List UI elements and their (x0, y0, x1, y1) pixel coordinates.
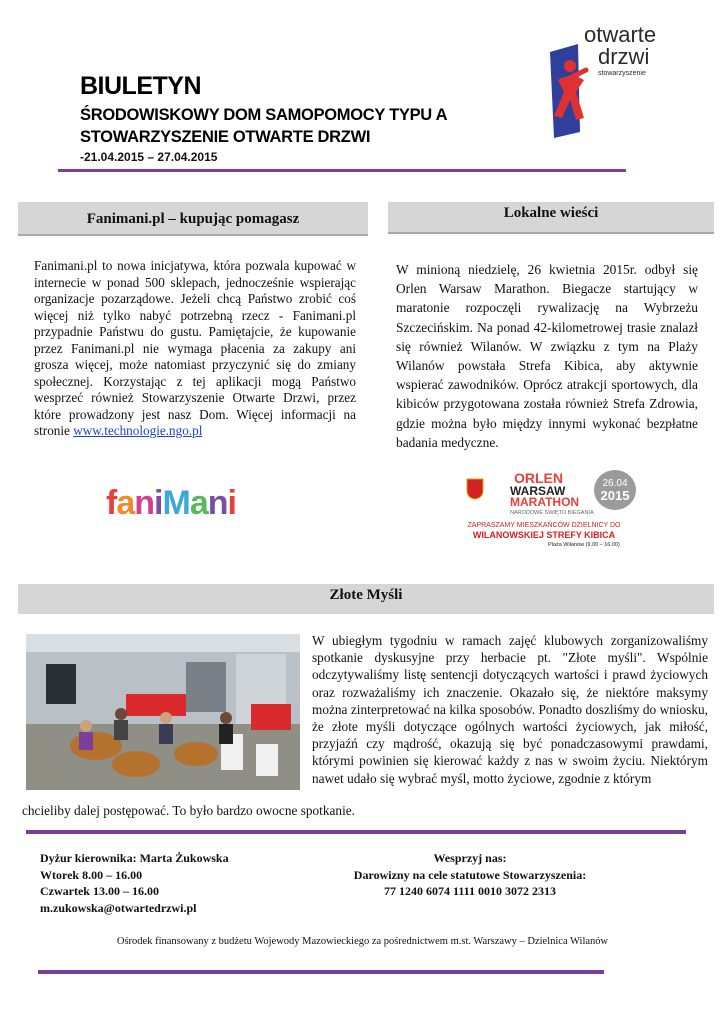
banner-place: Plaża Wilanów (9.00 – 16.00) (548, 542, 620, 548)
banner-date2: 2015 (600, 488, 630, 503)
banner-brand3: MARATHON (510, 495, 580, 509)
page-subtitle-1: ŚRODOWISKOWY DOM SAMOPOMOCY TYPU A (80, 106, 448, 124)
fanimani-body-text: Fanimani.pl to nowa inicjatywa, która pozwala kupować w internecie w ponad 500 sklepach, jednocześnie wspierając organizacje pozarządowe. Jeżeli chcą Państwo zrobić coś więcej niż tylko nabyć potrzebną rzecz - Fanimani.pl przypadnie Państwu do gustu. Pamiętajcie, że kupowanie przez Fanimani.pl nie wymaga płacenia za zakupy ani grosza więcej, może natomiast przyczynić się do zmiany społecznej. Korzystając z tej aplikacji mogą Państwo wesprzeć również Stowarzyszenie Otwarte Drzwi, przez które prowadzony jest nasz Dom. Więcej informacji na stronie (34, 258, 356, 438)
footer-funding-note: Ośrodek finansowany z budżetu Wojewody Mazowieckiego za pośrednictwem m.st. Warszawy – Dzielnica Wilanów (116, 936, 609, 947)
date-range: -21.04.2015 – 27.04.2015 (80, 150, 218, 164)
wilanow-crest-icon (466, 478, 484, 500)
banner-tagline: NARODOWE ŚWIĘTO BIEGANIA (510, 510, 594, 516)
technologie-link[interactable]: www.technologie.ngo.pl (73, 423, 203, 438)
meeting-photo (26, 634, 300, 790)
page-subtitle-2: STOWARZYSZENIE OTWARTE DRZWI (80, 128, 371, 146)
otwarte-drzwi-logo (540, 22, 657, 142)
header-divider (58, 169, 626, 172)
section-heading-fanimani: Fanimani.pl – kupując pomagasz (18, 202, 368, 236)
fanimani-logo: faniMani (106, 484, 236, 522)
zlote-body: W ubiegłym tygodniu w ramach zajęć klubowych zorganizowaliśmy spotkanie dyskusyjne przy herbacie pt. "Złote myśli". Wspólnie odczytywaliśmy listę sentencji dotyczących wartości i prawd życiowych oraz rozważaliśmy ich znaczenie. Okazało się, że niektóre maksymy można zinterpretować na kilka sposobów. Ponadto doszliśmy do wniosku, że złote myśli dotyczące ogólnych wartości życiowych, jak miłość, przyjaźń czy mądrość, okazują się być ponadczasowymi prawdami, którymi powinien się kierować każdy z nas w swoim życiu. Niektórym nawet udało się wybrać myśl, motto życiowe, zgodnie z którym (312, 633, 708, 786)
section-divider (26, 830, 686, 834)
marathon-banner (448, 466, 640, 550)
footer-tuesday: Wtorek 8.00 – 16.00 (40, 867, 143, 882)
logo-text-3: stowarzyszenie (598, 70, 646, 77)
logo-text-2: drzwi (598, 44, 650, 69)
section-heading-zlote: Złote Myśli (18, 584, 714, 614)
footer-thursday: Czwartek 13.00 – 16.00 (40, 884, 159, 898)
footer-contact (40, 850, 229, 916)
banner-brand2: WARSAW (510, 484, 566, 498)
page-title: BIULETYN (80, 72, 201, 100)
banner-date-badge (594, 470, 636, 510)
logo-text-1: otwarte (584, 22, 657, 47)
lokalne-body: W minioną niedzielę, 26 kwietnia 2015r. odbył się Orlen Warsaw Marathon. Biegacze startujący w maratonie rozpoczęli rywalizację na Wybrzeżu Szczecińskim. Na ponad 42-kilometrowej trasie znalazł się również Wilanów. W związku z tym na Plaży Wilanów powstała Strefa Kibica, aby aktywnie wspierać zawodników. Oprócz atrakcji sportowych, dla kibiców przygotowana została również Strefa Zdrowia, gdzie można było między innymi wykonać bezpłatne badania medyczne. (396, 262, 698, 450)
footer-donation-label: Darowizny na cele statutowe Stowarzyszenia: (353, 867, 587, 882)
footer-support-title: Wesprzyj nas: (433, 851, 507, 865)
banner-invite1: ZAPRASZAMY MIESZKAŃCÓW DZIELNICY DO (467, 522, 621, 529)
zlote-body-tail: chcieliby dalej postępować. To było bardzo owocne spotkanie. (22, 803, 355, 818)
meeting-photo-illustration (26, 634, 300, 790)
footer-email: m.zukowska@otwartedrzwi.pl (40, 900, 197, 915)
banner-brand1: ORLEN (514, 470, 563, 486)
footer-support (310, 850, 630, 900)
banner-date1: 26.04 (602, 478, 628, 489)
footer-account-number: 77 1240 6074 1111 0010 3072 2313 (383, 884, 556, 898)
fanimani-body (34, 258, 356, 440)
footer-divider (38, 970, 604, 974)
footer-manager: Dyżur kierownika: Marta Żukowska (40, 851, 229, 865)
section-heading-lokalne: Lokalne wieści (388, 202, 714, 234)
banner-invite2: WILANOWSKIEJ STREFY KIBICA (472, 530, 616, 540)
